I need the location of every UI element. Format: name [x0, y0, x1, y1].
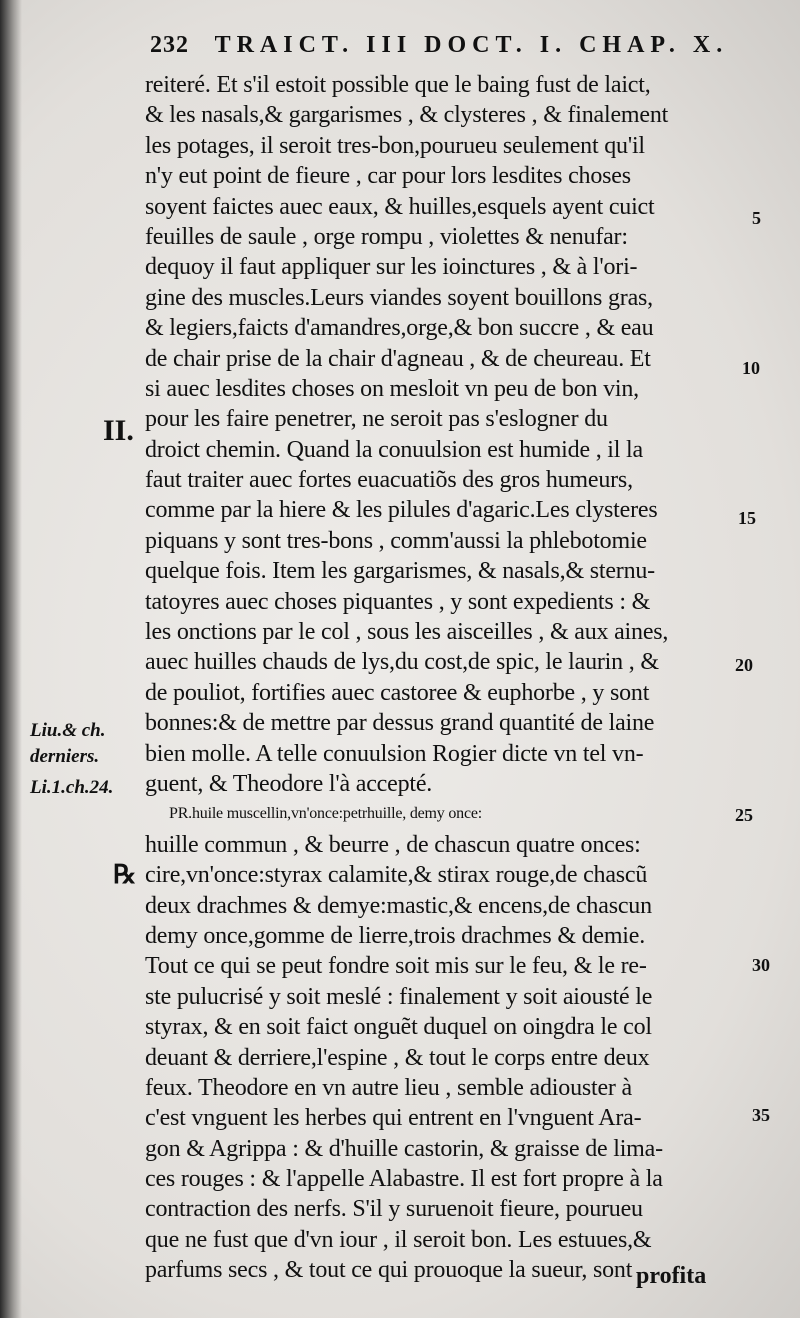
text-line: les onctions par le col , sous les aisceilles , & aux aines,: [145, 619, 669, 646]
text-line: quelque fois. Item les gargarismes, & nasals,& sternu-: [145, 558, 655, 585]
text-line: ste pulucrisé y soit meslé : finalement y soit aiousté le: [145, 983, 653, 1010]
text-line: de pouliot, fortifies auec castoree & euphorbe , y sont: [145, 679, 650, 706]
text-line: contraction des nerfs. S'il y suruenoit fieure, pourueu: [145, 1196, 643, 1223]
text-line: Tout ce qui se peut fondre soit mis sur le feu, & le re-: [145, 953, 647, 980]
text-line: styrax, & en soit faict onguẽt duquel on oingdra le col: [145, 1014, 652, 1041]
text-line: deux drachmes & demye:mastic,& encens,de chascun: [145, 892, 652, 919]
text-line: si auec lesdites choses on mesloit vn peu de bon vin,: [145, 375, 639, 402]
text-body: [145, 70, 745, 1286]
text-line: feuilles de saule , orge rompu , violettes & nenufar:: [145, 223, 628, 250]
text-line: deuant & derriere,l'espine , & tout le corps entre deux: [145, 1044, 650, 1071]
text-line: & legiers,faicts d'amandres,orge,& bon succre , & eau: [145, 315, 654, 342]
text-line: droict chemin. Quand la conuulsion est humide , il la: [145, 436, 643, 463]
section-marker: II.: [103, 414, 134, 447]
text-line: les potages, il seroit tres-bon,pourueu seulement qu'il: [145, 132, 645, 159]
text-line: faut traiter auec fortes euacuatiõs des gros humeurs,: [145, 467, 633, 494]
running-title: TRAICT. III DOCT. I. CHAP. X.: [214, 32, 729, 58]
page-gutter-shadow: [0, 0, 22, 1318]
margin-note: Liu.& ch.: [30, 720, 106, 741]
line-number: 20: [735, 655, 753, 675]
text-line: piquans y sont tres-bons , comm'aussi la phlebotomie: [145, 527, 647, 554]
text-line: demy once,gomme de lierre,trois drachmes & demie.: [145, 922, 646, 949]
recipe-line: PR.huile muscellin,vn'once:petrhuille, demy once:: [169, 805, 483, 823]
text-line: tatoyres auec choses piquantes , y sont expedients : &: [145, 588, 651, 615]
recipe-symbol: ℞: [113, 860, 137, 889]
text-line: que ne fust que d'vn iour , il seroit bon. Les estuues,&: [145, 1226, 652, 1253]
text-line: bonnes:& de mettre par dessus grand quantité de laine: [145, 710, 655, 737]
text-line: & les nasals,& gargarismes , & clysteres , & finalement: [145, 102, 669, 129]
text-line: auec huilles chauds de lys,du cost,de spic, le laurin , &: [145, 649, 659, 676]
margin-note: Li.1.ch.24.: [30, 777, 114, 798]
line-number: 35: [752, 1105, 770, 1125]
line-number: 15: [738, 508, 756, 528]
text-line: comme par la hiere & les pilules d'agaric.Les clysteres: [145, 497, 658, 524]
line-number: 30: [752, 955, 770, 975]
text-line: parfums secs , & tout ce qui prouoque la sueur, sont: [145, 1257, 633, 1284]
text-line: de chair prise de la chair d'agneau , & de cheureau. Et: [145, 345, 651, 372]
line-number: 25: [735, 805, 753, 825]
text-line: ces rouges : & l'appelle Alabastre. Il est fort propre à la: [145, 1166, 663, 1193]
line-number: 10: [742, 358, 760, 378]
text-line: gine des muscles.Leurs viandes soyent bouillons gras,: [145, 284, 653, 311]
page-number: 232: [150, 32, 189, 58]
text-line: pour les faire penetrer, ne seroit pas s'eslogner du: [145, 406, 608, 433]
running-header: [150, 32, 729, 59]
text-line: huille commun , & beurre , de chascun quatre onces:: [145, 831, 641, 858]
text-line: c'est vnguent les herbes qui entrent en l'vnguent Ara-: [145, 1105, 642, 1132]
margin-note: derniers.: [30, 746, 100, 767]
text-line: cire,vn'once:styrax calamite,& stirax rouge,de chascũ: [145, 862, 648, 889]
text-line: dequoy il faut appliquer sur les ioinctures , & à l'ori-: [145, 254, 638, 281]
text-line: gon & Agrippa : & d'huille castorin, & graisse de lima-: [145, 1135, 663, 1162]
catchword: profita: [636, 1263, 707, 1289]
text-line: n'y eut point de fieure , car pour lors lesdites choses: [145, 163, 631, 190]
line-number: 5: [752, 208, 761, 228]
text-line: reiteré. Et s'il estoit possible que le baing fust de laict,: [145, 72, 651, 98]
text-line: bien molle. A telle conuulsion Rogier dicte vn tel vn-: [145, 740, 644, 767]
text-line: feux. Theodore en vn autre lieu , semble adiouster à: [145, 1074, 632, 1101]
text-line: guent, & Theodore l'à accepté.: [145, 770, 433, 797]
text-line: soyent faictes auec eaux, & huilles,esquels ayent cuict: [145, 193, 655, 220]
